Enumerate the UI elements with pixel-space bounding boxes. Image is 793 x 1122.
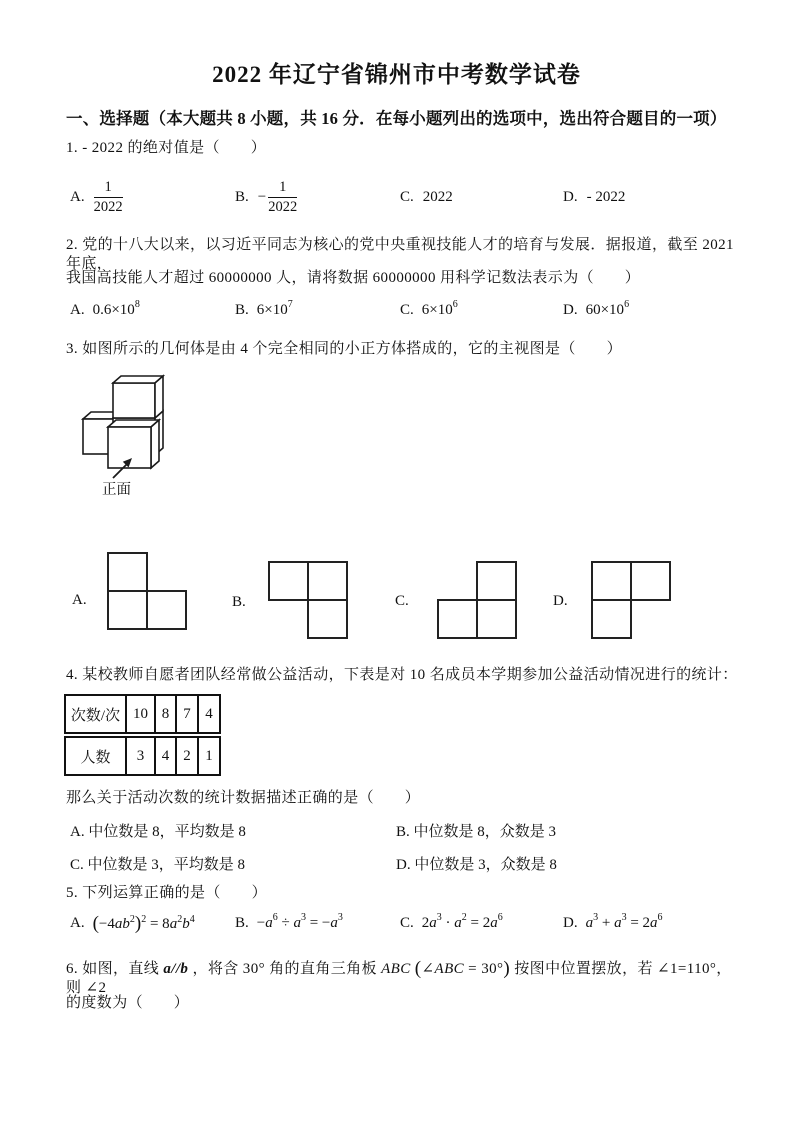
q1-option-d-value: - 2022 <box>586 188 626 205</box>
q5-option-a <box>70 908 195 938</box>
q4-option-b: B. 中位数是 8，众数是 3 <box>396 823 557 840</box>
q2-option-a-label: A. <box>70 301 85 318</box>
q2-option-a <box>70 297 140 323</box>
q4-options-row2 <box>0 850 793 876</box>
fraction-denominator: 2022 <box>268 198 298 215</box>
q5-option-d <box>563 908 663 938</box>
q2-option-c <box>400 297 458 323</box>
q5-option-c <box>400 908 503 938</box>
q3-stem: 3. 如图所示的几何体是由 4 个完全相同的小正方体搭成的，它的主视图是（ ） <box>66 341 623 357</box>
fraction-numerator: 1 <box>268 179 297 197</box>
q2-option-c-value: $6\times 10^6$ <box>421 299 458 318</box>
table-row-people <box>64 736 221 776</box>
q5-option-b <box>235 908 343 938</box>
figure-label: 正面 <box>102 482 131 498</box>
table-cell: 3 <box>125 736 156 776</box>
q6-stem-line2: 的度数为（ ） <box>66 995 190 1011</box>
q4-options-row1 <box>0 817 793 843</box>
q2-stem-line2: 我国高技能人才超过 60000000 人，请将数据 60000000 用科学记数法表示为（ ） <box>66 270 641 286</box>
table-cell: 4 <box>154 736 177 776</box>
q1-option-d-label: D. <box>563 188 578 205</box>
q2-stem-line1: 2. 党的十八大以来，以习近平同志为核心的党中央重视技能人才的培育与发展．据报道，截至 2021 年底， <box>66 237 734 272</box>
q1-option-c-value: 2022 <box>422 188 453 205</box>
table-cell: 10 <box>125 694 156 734</box>
table-cell: 8 <box>154 694 177 734</box>
q2-options <box>0 297 793 323</box>
q4-question: 那么关于活动次数的统计数据描述正确的是（ ） <box>66 790 421 806</box>
q3-option-a-label: A. <box>72 592 87 608</box>
q2-option-a-value: $0.6\times 10^8$ <box>92 299 140 318</box>
q2-option-b-label: B. <box>235 301 249 318</box>
q1-stem: 1. - 2022 的绝对值是（ ） <box>66 140 267 156</box>
q3-option-a-shape <box>107 552 188 631</box>
q5-stem: 5. 下列运算正确的是（ ） <box>66 885 268 901</box>
table-cell: 2 <box>175 736 199 776</box>
table-cell: 次数/次 <box>64 694 127 734</box>
q2-option-d-label: D. <box>563 301 578 318</box>
q4-option-d: D. 中位数是 3，众数是 8 <box>396 856 557 873</box>
q2-option-d-value: $60\times 10^6$ <box>585 299 630 318</box>
q5-option-c-label: C. <box>400 914 414 931</box>
q5-option-b-label: B. <box>235 914 249 931</box>
table-cell: 4 <box>197 694 221 734</box>
q1-option-c-label: C. <box>400 188 414 205</box>
q5-option-a-label: A. <box>70 914 85 931</box>
q1-option-d <box>563 174 625 220</box>
q2-option-c-label: C. <box>400 301 414 318</box>
q5-option-d-formula: $a^3 + a^3 = 2a^6$ <box>585 912 663 931</box>
q3-option-b-shape <box>268 561 349 640</box>
q5-option-d-label: D. <box>563 914 578 931</box>
q3-option-d-label: D. <box>553 593 568 609</box>
q2-option-d <box>563 297 629 323</box>
q5-option-a-formula: $(-4ab^2)^2 = 8a^2b^4$ <box>92 913 195 934</box>
q5-option-b-formula: $-a^6 \div a^3 = -a^3$ <box>256 912 343 931</box>
q1-option-b-label: B. <box>235 188 249 205</box>
q5-option-c-formula: $2a^3 \cdot a^2 = 2a^6$ <box>421 912 503 931</box>
q3-option-b-label: B. <box>232 594 246 610</box>
q1-options <box>0 174 793 220</box>
q1-option-c <box>400 174 453 220</box>
q3-option-c-label: C. <box>395 593 409 609</box>
cube-figure <box>80 370 180 498</box>
q4-table <box>64 694 221 776</box>
q3-option-d-shape <box>591 561 672 640</box>
section-header: 一、选择题（本大题共 8 小题，共 16 分．在每小题列出的选项中，选出符合题目的一项） <box>66 109 727 128</box>
q2-option-b <box>235 297 293 323</box>
table-row-times <box>64 694 221 734</box>
q4-stem: 4. 某校教师自愿者团队经常做公益活动，下表是对 10 名成员本学期参加公益活动情况进行的统计： <box>66 667 738 683</box>
q6-stem-line1: 6. 如图，直线 a//b ，将含 30° 角的直角三角板 ABC (∠ABC = 30°) 按图中位置摆放，若 ∠1=110°，则 ∠2 <box>66 958 732 996</box>
q1-option-b <box>235 174 297 220</box>
q1-option-a-fraction <box>94 179 123 214</box>
q1-option-a-label: A. <box>70 188 85 205</box>
table-cell: 1 <box>197 736 221 776</box>
fraction-denominator: 2022 <box>93 198 123 215</box>
table-cell: 人数 <box>64 736 127 776</box>
table-cell: 7 <box>175 694 199 734</box>
q4-option-a: A. 中位数是 8，平均数是 8 <box>70 823 246 840</box>
q2-option-b-value: $6\times 10^7$ <box>256 299 293 318</box>
q5-options <box>0 908 793 938</box>
page-title: 2022 年辽宁省锦州市中考数学试卷 <box>212 62 581 87</box>
q4-option-c: C. 中位数是 3，平均数是 8 <box>70 856 246 873</box>
q1-option-b-fraction <box>268 179 297 214</box>
q1-option-a <box>70 174 123 220</box>
minus-sign: − <box>257 188 267 205</box>
q3-option-c-shape <box>437 561 518 640</box>
fraction-numerator: 1 <box>94 179 123 197</box>
